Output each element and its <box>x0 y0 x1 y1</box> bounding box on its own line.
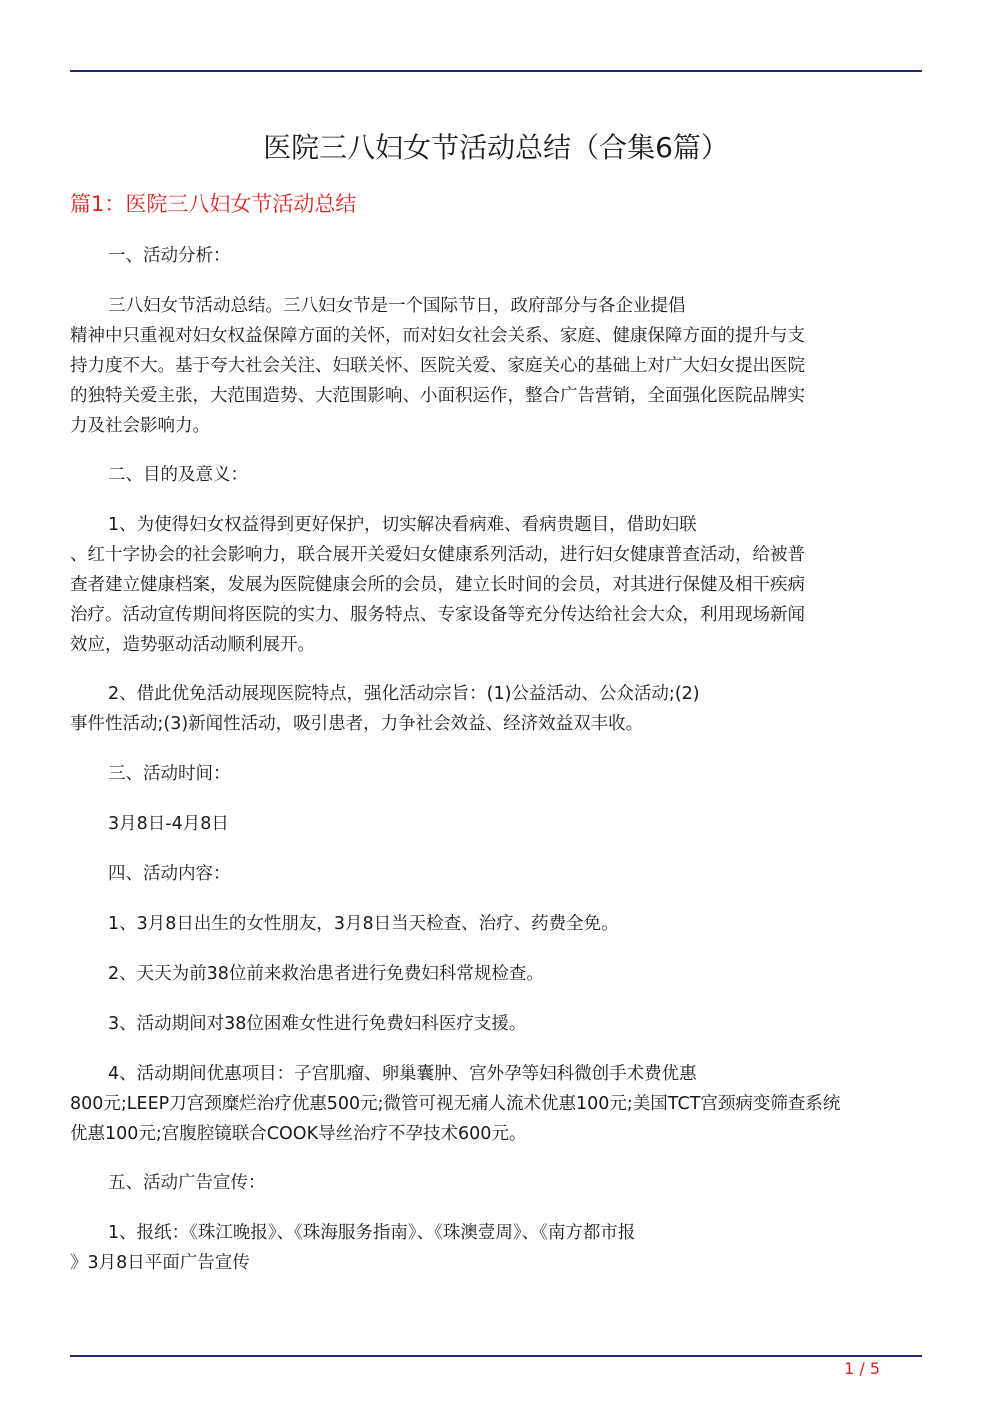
heading-activity-analysis <box>70 241 922 271</box>
paragraph-content-2 <box>70 959 922 989</box>
paragraph-line: 2、借此优免活动展现医院特点，强化活动宗旨：(1)公益活动、公众活动;(2) <box>108 684 700 704</box>
paragraph-line: 查者建立健康档案，发展为医院健康会所的会员，建立长时间的会员，对其进行保健及相干疾病 <box>70 575 805 595</box>
paragraph-line: 三、活动时间： <box>108 764 231 784</box>
paragraph-line: 》3月8日平面广告宣传 <box>70 1253 250 1273</box>
paragraph-purpose-1 <box>70 510 922 660</box>
paragraph-advertising-1 <box>70 1218 922 1278</box>
paragraph-line: 、红十字协会的社会影响力，联合展开关爱妇女健康系列活动，进行妇女健康普查活动，给被普 <box>70 545 805 565</box>
paragraph-purpose-2 <box>70 679 922 739</box>
paragraph-line: 三八妇女节活动总结。三八妇女节是一个国际节日，政府部分与各企业提倡 <box>108 296 686 316</box>
paragraph-content-1 <box>70 909 922 939</box>
heading-advertising <box>70 1168 922 1198</box>
paragraph-line: 1、为使得妇女权益得到更好保护，切实解决看病难、看病贵题目，借助妇联 <box>108 515 697 535</box>
paragraph-content-4 <box>70 1059 922 1149</box>
header-rule <box>70 70 922 72</box>
paragraph-line: 3月8日-4月8日 <box>108 814 229 834</box>
paragraph-line: 优惠100元;宫腹腔镜联合COOK导丝治疗不孕技术600元。 <box>70 1124 527 1144</box>
heading-activity-content <box>70 859 922 889</box>
heading-purpose <box>70 460 922 490</box>
paragraph-analysis <box>70 291 922 441</box>
page-number: 1 / 5 <box>844 1359 880 1378</box>
paragraph-line: 的独特关爱主张，大范围造势、大范围影响、小面积运作，整合广告营销，全面强化医院品牌实 <box>70 386 805 406</box>
paragraph-line: 二、目的及意义： <box>108 465 248 485</box>
paragraph-line: 持力度不大。基于夸大社会关注、妇联关怀、医院关爱、家庭关心的基础上对广大妇女提出医院 <box>70 356 805 376</box>
paragraph-line: 4、活动期间优惠项目：子宫肌瘤、卵巢囊肿、宫外孕等妇科微创手术费优惠 <box>108 1064 697 1084</box>
document-title: 医院三八妇女节活动总结（合集6篇） <box>263 131 729 164</box>
paragraph-line: 治疗。活动宣传期间将医院的实力、服务特点、专家设备等充分传达给社会大众，利用现场新闻 <box>70 605 805 625</box>
paragraph-line: 四、活动内容： <box>108 864 231 884</box>
paragraph-activity-dates <box>70 809 922 839</box>
paragraph-line: 效应，造势驱动活动顺利展开。 <box>70 635 315 655</box>
paragraph-line: 一、活动分析： <box>108 246 231 266</box>
paragraph-line: 力及社会影响力。 <box>70 416 210 436</box>
heading-activity-time <box>70 759 922 789</box>
section-heading: 篇1：医院三八妇女节活动总结 <box>70 192 357 216</box>
paragraph-line: 事件性活动;(3)新闻性活动，吸引患者，力争社会效益、经济效益双丰收。 <box>70 714 644 734</box>
paragraph-line: 精神中只重视对妇女权益保障方面的关怀，而对妇女社会关系、家庭、健康保障方面的提升与支 <box>70 326 805 346</box>
paragraph-line: 800元;LEEP刀宫颈糜烂治疗优惠500元;微管可视无痛人流术优惠100元;美国TCT宫颈病变筛查系统 <box>70 1094 841 1114</box>
paragraph-line: 2、天天为前38位前来救治患者进行免费妇科常规检查。 <box>108 964 544 984</box>
footer-rule <box>70 1355 922 1357</box>
paragraph-line: 五、活动广告宣传： <box>108 1173 266 1193</box>
paragraph-line: 1、报纸：《珠江晚报》、《珠海服务指南》、《珠澳壹周》、《南方都市报 <box>108 1223 636 1243</box>
paragraph-line: 3、活动期间对38位困难女性进行免费妇科医疗支援。 <box>108 1014 527 1034</box>
paragraph-content-3 <box>70 1009 922 1039</box>
paragraph-line: 1、3月8日出生的女性朋友，3月8日当天检查、治疗、药费全免。 <box>108 914 619 934</box>
